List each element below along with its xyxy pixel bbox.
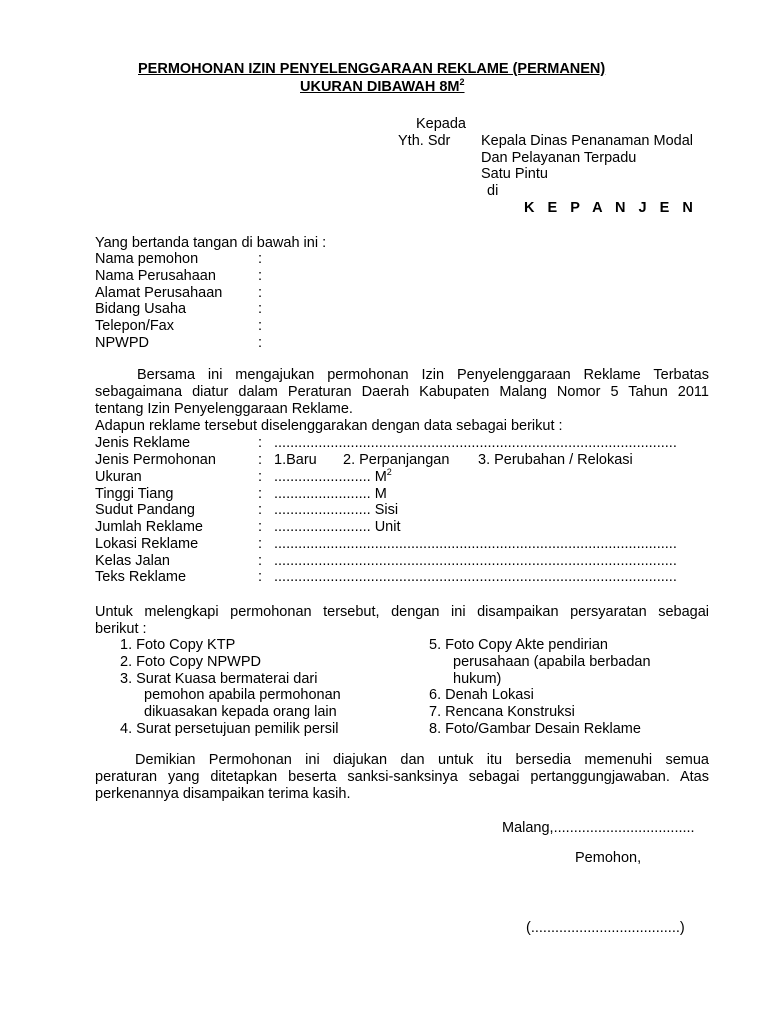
recipient-kepada: Kepada <box>416 116 466 132</box>
recipient-line2: Dan Pelayanan Terpadu <box>481 150 637 166</box>
closing-line3: perkenannya disampaikan terima kasih. <box>95 786 351 802</box>
field-blank: .................................................................................................... <box>274 435 677 451</box>
closing-line2: peraturan yang ditetapkan beserta sanksi-sanksinya sebagai pertanggungjawaban. Atas <box>95 769 709 785</box>
field-label: Sudut Pandang <box>95 502 195 518</box>
body-para2: Adapun reklame tersebut diselenggarakan dengan data sebagai berikut : <box>95 418 563 434</box>
field-label: Jenis Reklame <box>95 435 191 451</box>
requirement-item: 1. Foto Copy KTP <box>120 637 236 653</box>
field-label: NPWPD <box>95 335 149 351</box>
field-blank: .................................................................................................... <box>274 569 677 585</box>
field-label: Lokasi Reklame <box>95 536 199 552</box>
field-blank <box>274 469 392 486</box>
field-blank: ........................ M <box>274 486 387 502</box>
field-label: Kelas Jalan <box>95 553 170 569</box>
field-colon: : <box>258 301 263 317</box>
recipient-city: K E P A N J E N <box>524 200 698 216</box>
requirements-intro-line1: Untuk melengkapi permohonan tersebut, dengan ini disampaikan persyaratan sebagai <box>95 604 709 620</box>
field-colon: : <box>258 569 263 585</box>
signature-place-date: Malang,................................... <box>502 820 695 836</box>
field-colon: : <box>258 268 263 284</box>
requirement-item: 3. Surat Kuasa bermaterai dari <box>120 671 318 687</box>
signature-name: (.....................................) <box>526 920 685 936</box>
field-label: Ukuran <box>95 469 142 485</box>
field-colon: : <box>258 486 263 502</box>
form-title-sup: 2 <box>459 77 465 87</box>
body-para1-line3: tentang Izin Penyelenggaraan Reklame. <box>95 401 353 417</box>
field-colon: : <box>258 469 263 485</box>
form-title-line2 <box>300 79 465 96</box>
form-title-line2-text: UKURAN DIBAWAH 8M <box>300 79 460 95</box>
recipient-yth: Yth. Sdr <box>398 133 451 149</box>
field-colon: : <box>258 519 263 535</box>
field-label: Nama pemohon <box>95 251 199 267</box>
requirement-item-cont: dikuasakan kepada orang lain <box>144 704 337 720</box>
field-blank: .................................................................................................... <box>274 553 677 569</box>
recipient-line3: Satu Pintu <box>481 166 548 182</box>
recipient-di: di <box>487 183 499 199</box>
requirement-item: 4. Surat persetujuan pemilik persil <box>120 721 339 737</box>
field-label: Jumlah Reklame <box>95 519 203 535</box>
requirement-item: 7. Rencana Konstruksi <box>429 704 575 720</box>
field-label: Jenis Permohonan <box>95 452 216 468</box>
field-colon: : <box>258 452 263 468</box>
body-para1-line2: sebagaimana diatur dalam Peraturan Daerah Kabupaten Malang Nomor 5 Tahun 2011 <box>95 384 709 400</box>
field-colon: : <box>258 318 263 334</box>
requirement-item-cont: perusahaan (apabila berbadan <box>453 654 651 670</box>
body-para1-line1: Bersama ini mengajukan permohonan Izin Penyelenggaraan Reklame Terbatas <box>137 367 709 383</box>
option-perpanjangan: 2. Perpanjangan <box>343 452 450 468</box>
field-label: Alamat Perusahaan <box>95 285 223 301</box>
closing-line1: Demikian Permohonan ini diajukan dan untuk itu bersedia memenuhi semua <box>135 752 709 768</box>
field-colon: : <box>258 335 263 351</box>
signature-role: Pemohon, <box>575 850 642 866</box>
requirement-item: 5. Foto Copy Akte pendirian <box>429 637 608 653</box>
requirement-item: 2. Foto Copy NPWPD <box>120 654 262 670</box>
field-colon: : <box>258 251 263 267</box>
recipient-line1: Kepala Dinas Penanaman Modal <box>481 133 693 149</box>
requirement-item-cont: pemohon apabila permohonan <box>144 687 341 703</box>
field-colon: : <box>258 502 263 518</box>
requirements-intro-line2: berikut : <box>95 621 147 637</box>
field-colon: : <box>258 536 263 552</box>
field-blank: ........................ Unit <box>274 519 401 535</box>
field-blank: ........................ Sisi <box>274 502 399 518</box>
requirement-item-cont: hukum) <box>453 671 502 687</box>
field-label: Tinggi Tiang <box>95 486 174 502</box>
applicant-intro: Yang bertanda tangan di bawah ini : <box>95 235 327 251</box>
field-blank: .................................................................................................... <box>274 536 677 552</box>
field-label: Telepon/Fax <box>95 318 174 334</box>
field-colon: : <box>258 553 263 569</box>
field-colon: : <box>258 435 263 451</box>
field-colon: : <box>258 285 263 301</box>
field-label: Bidang Usaha <box>95 301 187 317</box>
requirement-item: 6. Denah Lokasi <box>429 687 534 703</box>
field-label: Teks Reklame <box>95 569 187 585</box>
ukuran-value: ........................ M <box>274 469 387 485</box>
option-perubahan-relokasi: 3. Perubahan / Relokasi <box>478 452 633 468</box>
field-label: Nama Perusahaan <box>95 268 216 284</box>
requirement-item: 8. Foto/Gambar Desain Reklame <box>429 721 641 737</box>
form-title-line1: PERMOHONAN IZIN PENYELENGGARAAN REKLAME (PERMANEN) <box>138 61 606 77</box>
ukuran-sup: 2 <box>386 467 392 477</box>
option-baru: 1.Baru <box>274 452 317 468</box>
